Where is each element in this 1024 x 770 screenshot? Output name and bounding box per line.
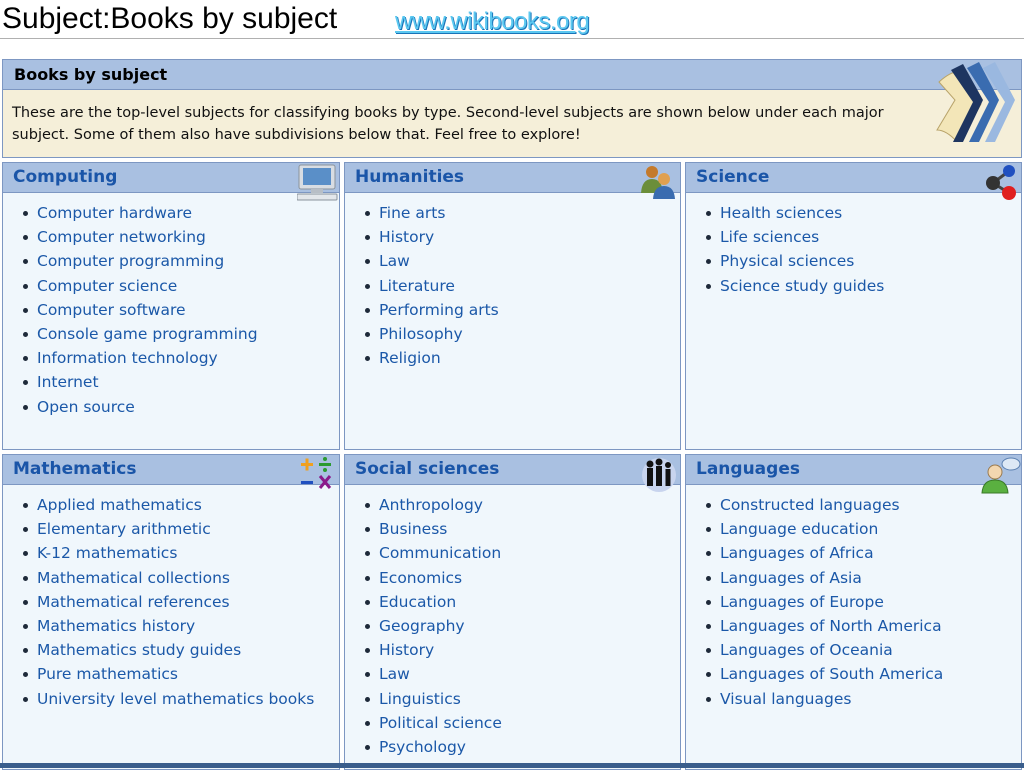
list-item[interactable]: Psychology xyxy=(363,738,502,762)
list-item[interactable]: Communication xyxy=(363,544,502,568)
list-item[interactable]: Open source xyxy=(21,398,258,422)
list-item[interactable]: Religion xyxy=(363,349,499,373)
list-item[interactable]: History xyxy=(363,228,499,252)
list-item[interactable]: Science study guides xyxy=(704,277,884,301)
list-item[interactable]: History xyxy=(363,641,502,665)
subject-box-science xyxy=(685,162,1022,450)
link-list xyxy=(704,204,884,301)
people-icon xyxy=(638,163,680,203)
list-item[interactable]: Political science xyxy=(363,714,502,738)
box-header xyxy=(345,455,680,485)
arithmetic-operators-icon xyxy=(297,455,339,495)
list-item[interactable]: Computer networking xyxy=(21,228,258,252)
site-link[interactable]: www.wikibooks.org xyxy=(395,8,590,35)
list-item[interactable]: Computer programming xyxy=(21,252,258,276)
wikibooks-logo-icon xyxy=(929,60,1021,142)
link-list xyxy=(21,204,258,422)
link-list xyxy=(363,204,499,373)
list-item[interactable]: Constructed languages xyxy=(704,496,943,520)
link-list xyxy=(363,496,502,762)
list-item[interactable]: Languages of Europe xyxy=(704,593,943,617)
list-item[interactable]: Language education xyxy=(704,520,943,544)
box-header xyxy=(686,455,1021,485)
box-title[interactable]: Social sciences xyxy=(355,459,500,479)
list-item[interactable]: Fine arts xyxy=(363,204,499,228)
list-item[interactable]: Pure mathematics xyxy=(21,665,314,689)
box-title[interactable]: Humanities xyxy=(355,167,465,187)
bottom-border xyxy=(0,763,1024,768)
box-title[interactable]: Science xyxy=(696,167,770,187)
title-bar xyxy=(0,0,1024,39)
list-item[interactable]: Performing arts xyxy=(363,301,499,325)
list-item[interactable]: Geography xyxy=(363,617,502,641)
list-item[interactable]: Anthropology xyxy=(363,496,502,520)
list-item[interactable]: Console game programming xyxy=(21,325,258,349)
list-item[interactable]: Life sciences xyxy=(704,228,884,252)
list-item[interactable]: Computer science xyxy=(21,277,258,301)
subject-box-languages xyxy=(685,454,1022,770)
box-title[interactable]: Languages xyxy=(696,459,800,479)
box-header xyxy=(3,455,339,485)
list-item[interactable]: Computer hardware xyxy=(21,204,258,228)
list-item[interactable]: Business xyxy=(363,520,502,544)
list-item[interactable]: Languages of Oceania xyxy=(704,641,943,665)
list-item[interactable]: Philosophy xyxy=(363,325,499,349)
society-silhouettes-icon xyxy=(638,455,680,495)
intro-header xyxy=(3,60,1021,90)
subject-box-humanities xyxy=(344,162,681,450)
list-item[interactable]: Physical sciences xyxy=(704,252,884,276)
list-item[interactable]: Languages of Asia xyxy=(704,569,943,593)
computer-icon xyxy=(297,163,339,203)
box-header xyxy=(345,163,680,193)
box-header xyxy=(3,163,339,193)
list-item[interactable]: Computer software xyxy=(21,301,258,325)
intro-heading: Books by subject xyxy=(14,65,168,84)
list-item[interactable]: Health sciences xyxy=(704,204,884,228)
link-list xyxy=(704,496,943,714)
list-item[interactable]: Education xyxy=(363,593,502,617)
box-header xyxy=(686,163,1021,193)
list-item[interactable]: Information technology xyxy=(21,349,258,373)
list-item[interactable]: Languages of North America xyxy=(704,617,943,641)
list-item[interactable]: Visual languages xyxy=(704,690,943,714)
subject-box-social-sciences xyxy=(344,454,681,770)
list-item[interactable]: Linguistics xyxy=(363,690,502,714)
molecule-icon xyxy=(979,163,1021,203)
speech-bubble-person-icon xyxy=(979,455,1021,495)
intro-text: These are the top-level subjects for classifying books by type. Second-level subjects are shown below under each major subject. Some of them also have subdivisions below that. Feel free to explore! xyxy=(12,105,884,143)
intro-panel xyxy=(2,59,1022,158)
list-item[interactable]: Elementary arithmetic xyxy=(21,520,314,544)
list-item[interactable]: Law xyxy=(363,665,502,689)
list-item[interactable]: Applied mathematics xyxy=(21,496,314,520)
list-item[interactable]: Mathematical collections xyxy=(21,569,314,593)
list-item[interactable]: Mathematics study guides xyxy=(21,641,314,665)
link-list xyxy=(21,496,314,714)
list-item[interactable]: Law xyxy=(363,252,499,276)
subject-box-mathematics xyxy=(2,454,340,770)
box-title[interactable]: Computing xyxy=(13,167,118,187)
page-title: Subject:Books by subject xyxy=(2,2,338,35)
subject-box-computing xyxy=(2,162,340,450)
list-item[interactable]: Languages of South America xyxy=(704,665,943,689)
list-item[interactable]: Mathematics history xyxy=(21,617,314,641)
list-item[interactable]: Internet xyxy=(21,373,258,397)
list-item[interactable]: Languages of Africa xyxy=(704,544,943,568)
list-item[interactable]: K-12 mathematics xyxy=(21,544,314,568)
list-item[interactable]: University level mathematics books xyxy=(21,690,314,714)
list-item[interactable]: Economics xyxy=(363,569,502,593)
list-item[interactable]: Mathematical references xyxy=(21,593,314,617)
list-item[interactable]: Literature xyxy=(363,277,499,301)
box-title[interactable]: Mathematics xyxy=(13,459,137,479)
